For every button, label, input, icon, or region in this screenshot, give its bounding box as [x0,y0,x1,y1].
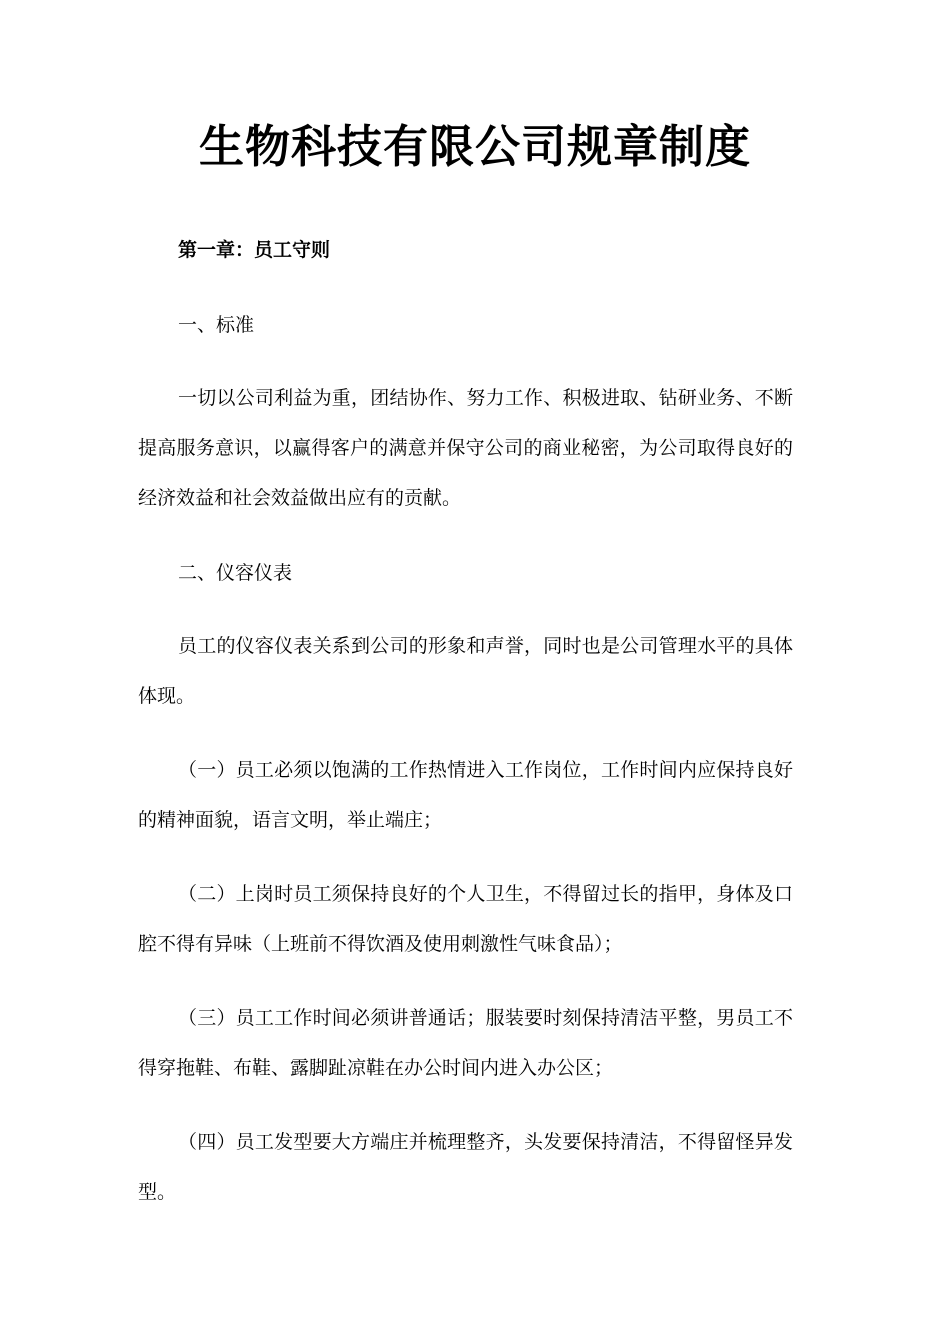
paragraph-line: 一切以公司利益为重，团结协作、努力工作、积极进取、钻研业务、不断 [178,387,793,409]
list-item [138,993,793,1093]
paragraph-line: 经济效益和社会效益做出应有的贡献。 [138,487,462,509]
list-item-line: 得穿拖鞋、布鞋、露脚趾凉鞋在办公时间内进入办公区； [138,1057,614,1079]
paragraph-line: 提高服务意识，以赢得客户的满意并保守公司的商业秘密，为公司取得良好的 [138,437,793,459]
list-item-line: （四）员工发型要大方端庄并梳理整齐，头发要保持清洁，不得留怪异发 [178,1131,793,1153]
paragraph-line: 体现。 [138,685,196,707]
paragraph-appearance [138,621,793,721]
list-item-line: 腔不得有异味（上班前不得饮酒及使用刺激性气味食品）； [138,933,623,955]
document-title: 生物科技有限公司规章制度 [198,120,751,173]
list-item-line: （一）员工必须以饱满的工作热情进入工作岗位，工作时间内应保持良好 [178,759,793,781]
chapter-heading: 第一章：员工守则 [178,239,331,261]
list-item-line: 的精神面貌，语言文明，举止端庄； [138,809,443,831]
list-item [138,745,793,845]
list-item [138,1117,793,1217]
list-item-line: （三）员工工作时间必须讲普通话；服装要时刻保持清洁平整，男员工不 [178,1007,793,1029]
list-item-line: （二）上岗时员工须保持良好的个人卫生，不得留过长的指甲，身体及口 [178,883,793,905]
list-item [138,869,793,969]
section-heading-appearance: 二、仪容仪表 [178,562,293,584]
list-item-line: 型。 [138,1181,177,1203]
paragraph-line: 员工的仪容仪表关系到公司的形象和声誉，同时也是公司管理水平的具体 [178,635,793,657]
paragraph-standard [138,373,793,523]
section-heading-standard: 一、标准 [178,314,255,336]
